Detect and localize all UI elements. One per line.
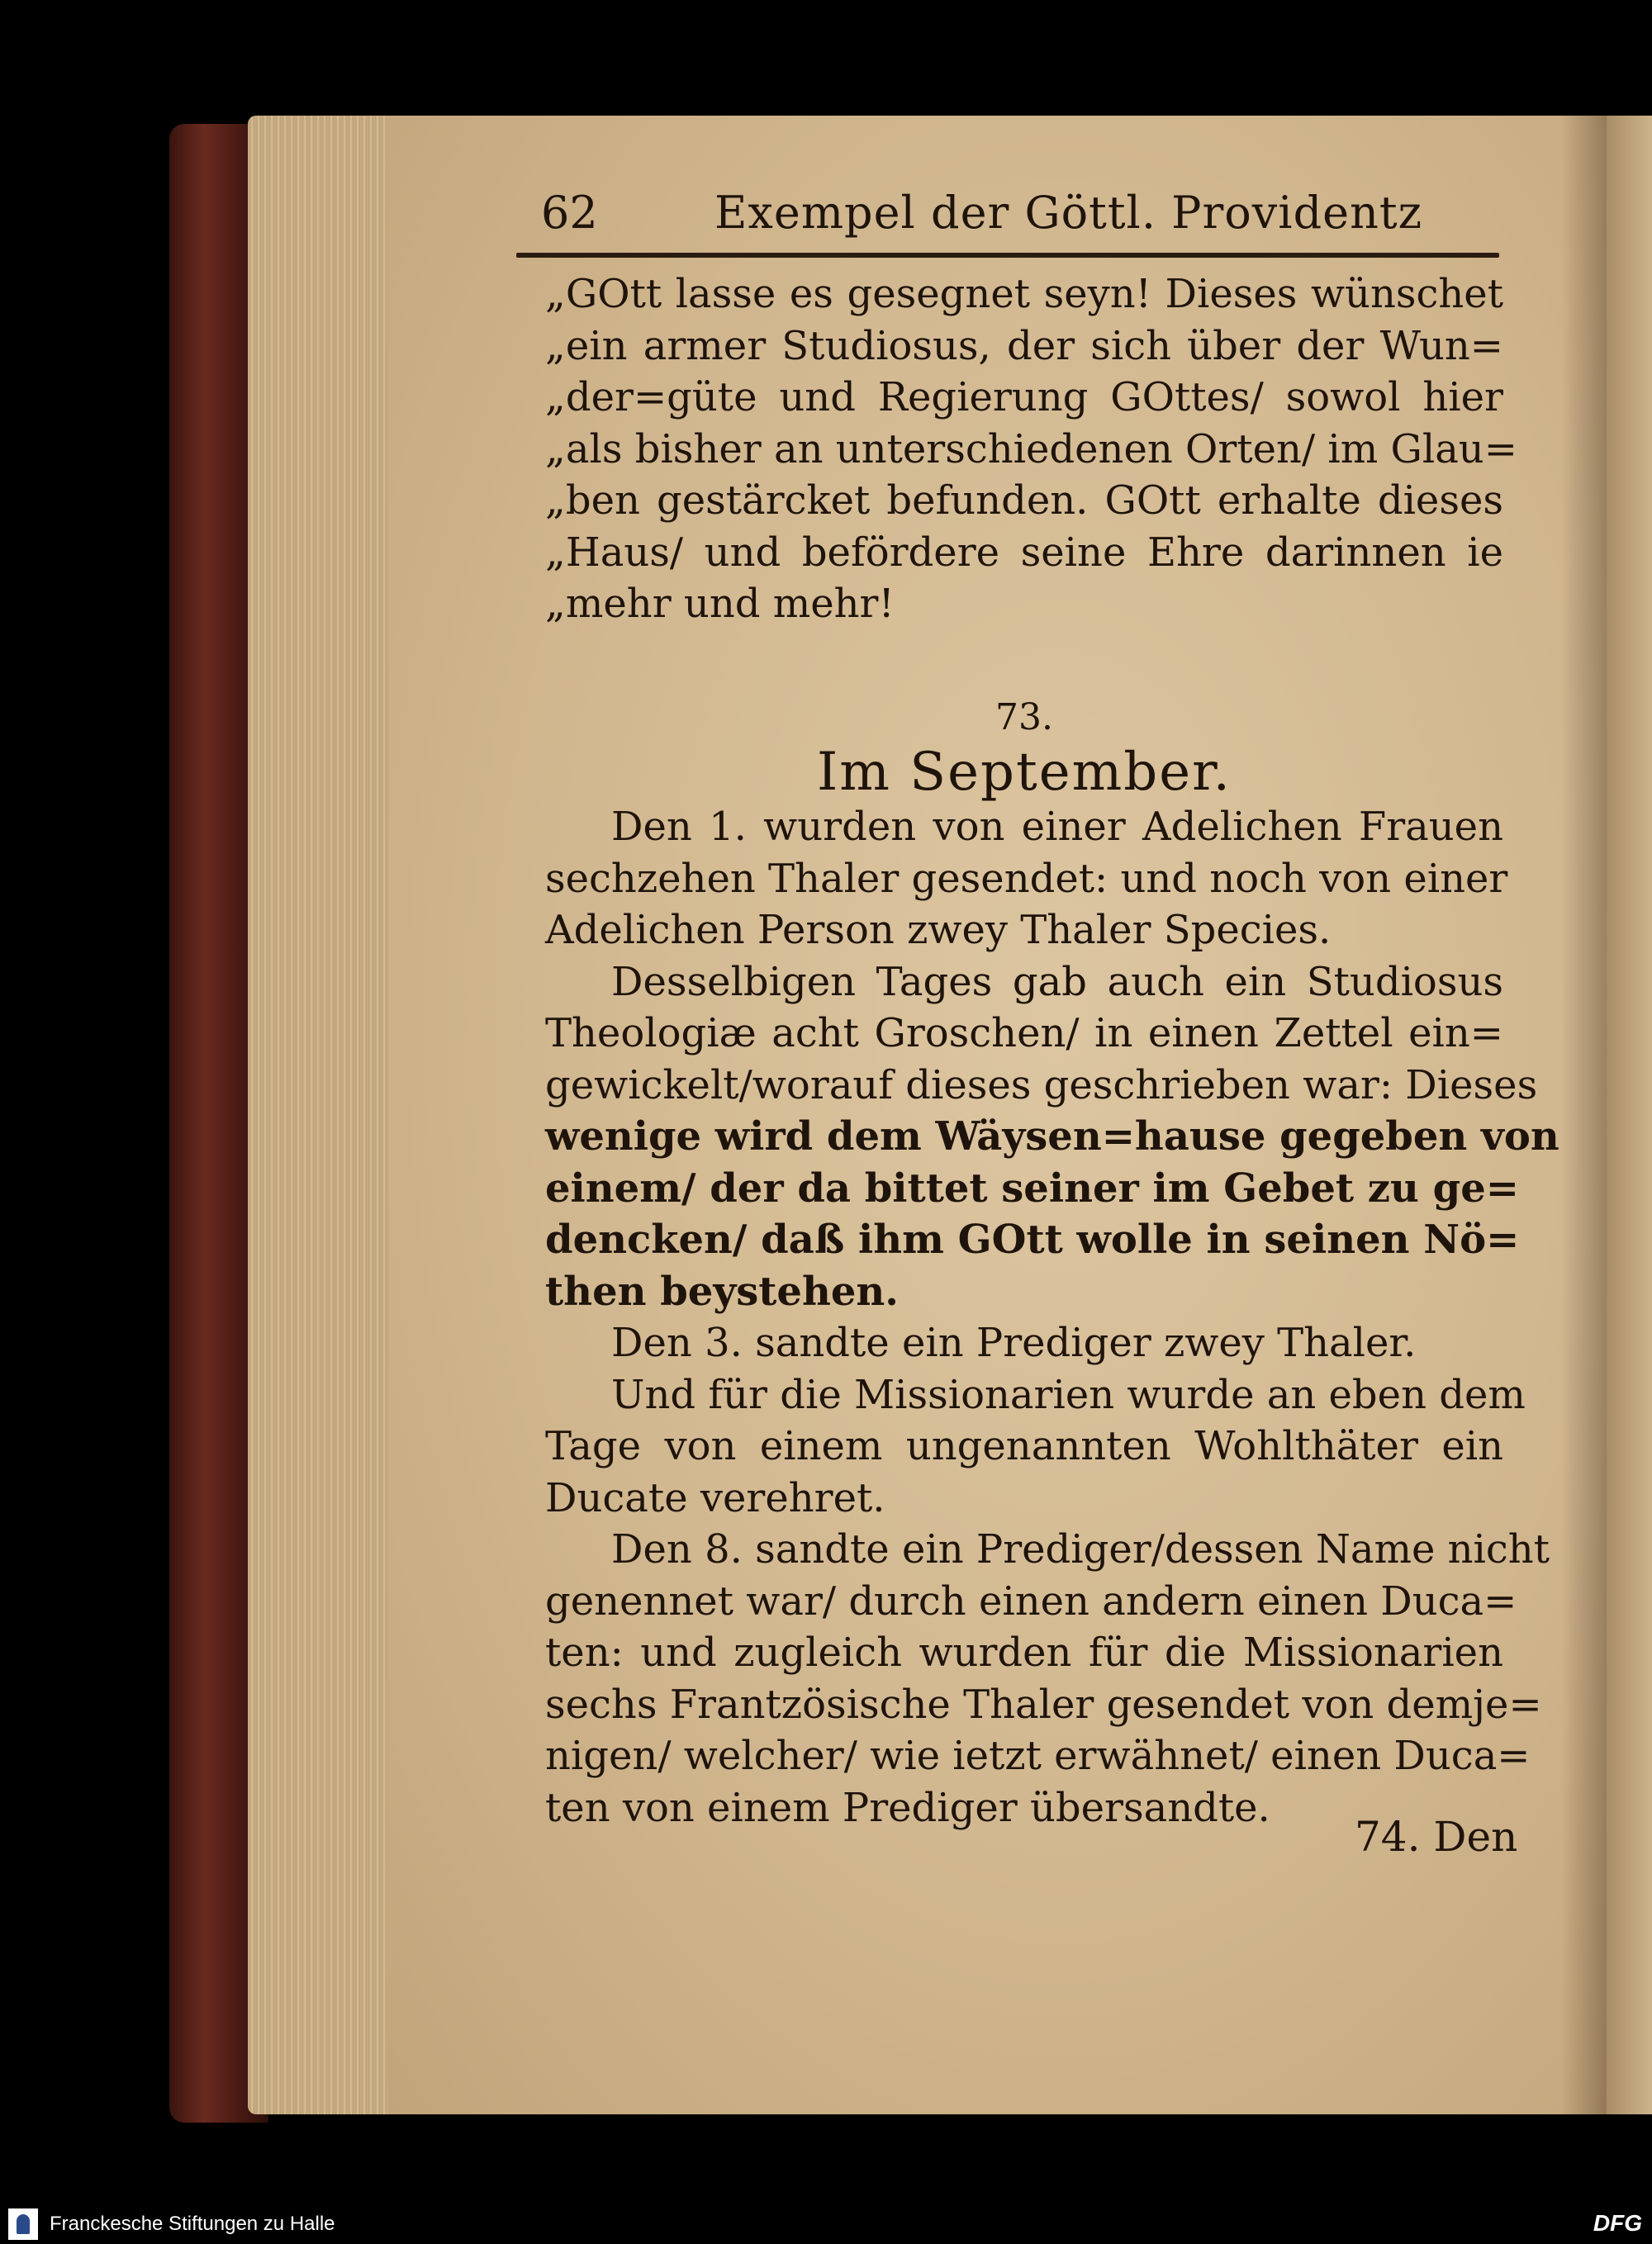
viewer-footer-bar bbox=[0, 2204, 1652, 2244]
text-line: genennet war/ durch einen andern einen Duca= bbox=[545, 1577, 1517, 1625]
text-line: sechzehen Thaler gesendet: und noch von einer bbox=[545, 855, 1508, 902]
section-number: 73. bbox=[995, 695, 1053, 738]
text-line: wenige wird dem Wäysen=hause gegeben von bbox=[545, 1113, 1559, 1160]
text-line: „als bisher an unterschiedenen Orten/ im Glau= bbox=[545, 425, 1517, 472]
page-number: 62 bbox=[541, 187, 598, 239]
text-line: Tage von einem ungenannten Wohlthäter ein bbox=[545, 1423, 1503, 1469]
text-line: Desselbigen Tages gab auch ein Studiosus bbox=[611, 958, 1503, 1005]
text-line: „der=güte und Regierung GOttes/ sowol hier bbox=[545, 374, 1503, 420]
text-line: Den 8. sandte ein Prediger/dessen Name nicht bbox=[611, 1526, 1550, 1573]
text-line: „ein armer Studiosus, der sich über der Wun= bbox=[545, 322, 1503, 369]
spacer bbox=[545, 630, 1503, 692]
text-line: „ben gestärcket befunden. GOtt erhalte dieses bbox=[545, 477, 1503, 524]
page-text bbox=[545, 268, 1559, 1834]
text-line: ten: und zugleich wurden für die Missionarien bbox=[545, 1630, 1503, 1676]
head-rule bbox=[516, 253, 1499, 258]
text-line: Und für die Missionarien wurde an eben dem bbox=[611, 1371, 1526, 1418]
catchword: 74. Den bbox=[1355, 1813, 1518, 1861]
running-head-title: Exempel der Göttl. Providentz bbox=[714, 187, 1423, 239]
text-line: „Haus/ und befördere seine Ehre darinnen ie bbox=[545, 529, 1503, 576]
text-line: gewickelt/worauf dieses geschrieben war: Dieses bbox=[545, 1061, 1538, 1108]
text-line: dencken/ daß ihm GOtt wolle in seinen Nö= bbox=[545, 1217, 1520, 1263]
text-line: einem/ der da bittet seiner im Gebet zu ge= bbox=[545, 1165, 1519, 1212]
text-line: Adelichen Person zwey Thaler Species. bbox=[545, 907, 1332, 953]
facing-page-edge bbox=[1607, 116, 1652, 2114]
section-title: Im September. bbox=[816, 742, 1232, 803]
institution-name: Franckesche Stiftungen zu Halle bbox=[50, 2213, 335, 2235]
text-line: ten von einem Prediger übersandte. bbox=[545, 1784, 1270, 1831]
text-line: Den 1. wurden von einer Adelichen Frauen bbox=[611, 804, 1503, 850]
dfg-badge: DFG bbox=[1593, 2210, 1642, 2236]
text-line: nigen/ welcher/ wie ietzt erwähnet/ einen Duca= bbox=[545, 1733, 1531, 1779]
text-line: „GOtt lasse es gesegnet seyn! Dieses wünschet bbox=[545, 271, 1503, 317]
text-line: Ducate verehret. bbox=[545, 1474, 885, 1521]
page-stack-edge bbox=[248, 116, 405, 2114]
text-line: „mehr und mehr! bbox=[545, 581, 895, 627]
gutter-shadow bbox=[1561, 116, 1611, 2114]
text-line: Den 3. sandte ein Prediger zwey Thaler. bbox=[611, 1320, 1417, 1366]
running-head bbox=[541, 180, 1499, 246]
text-line: sechs Frantzösische Thaler gesendet von demje= bbox=[545, 1681, 1542, 1728]
text-line: Theologiæ acht Groschen/ in einen Zettel ein= bbox=[545, 1010, 1503, 1056]
institution-logo-icon bbox=[8, 2208, 38, 2240]
text-line: then beystehen. bbox=[545, 1268, 899, 1315]
